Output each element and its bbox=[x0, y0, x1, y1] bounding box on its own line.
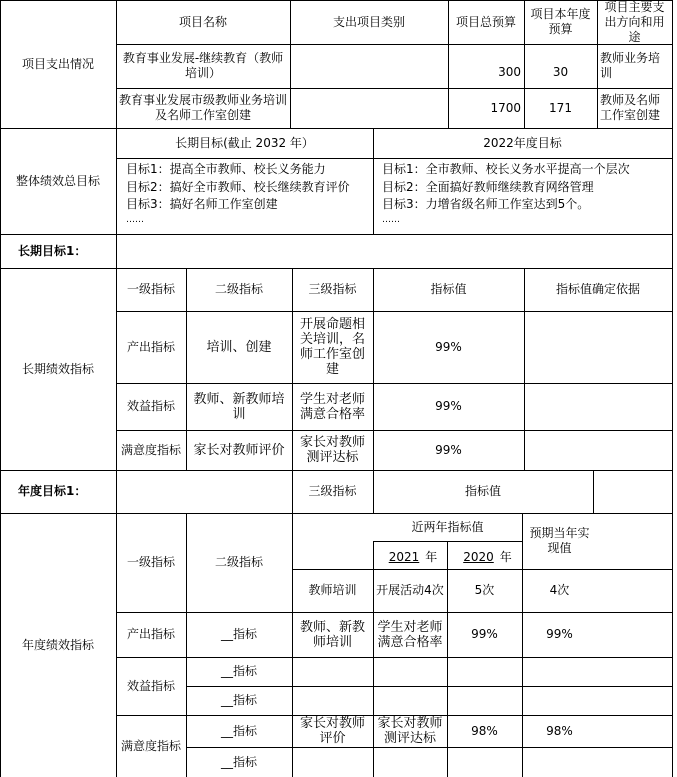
yr-benefit-lvl1: 效益指标 bbox=[126, 678, 175, 693]
year-2021-value: 2021 bbox=[388, 549, 420, 564]
yr-satisfaction-lvl3: 家长对教师评价 bbox=[299, 716, 365, 746]
lt-row-2-basis bbox=[524, 383, 672, 430]
yr-satisfaction-lvl1: 满意度指标 bbox=[120, 738, 181, 753]
lt-row-1-lvl3: 开展命题相关培训，名师工作室创建 bbox=[299, 317, 365, 377]
yr-training-lvl3: 教师培训 bbox=[308, 583, 357, 597]
long-term-goal-list bbox=[126, 161, 350, 226]
yr-header-lvl2: 二级指标 bbox=[214, 555, 263, 569]
lt-row-3-lvl1: 满意度指标 bbox=[120, 442, 181, 457]
yr-satisfaction-2020: 98% bbox=[471, 723, 498, 738]
yr-header-value: 指标值 bbox=[464, 484, 501, 498]
long-term-goal-header: 长期目标(截止 2032 年） bbox=[175, 135, 314, 150]
lt-header-lvl3: 三级指标 bbox=[308, 282, 357, 296]
yr-training-expected: 4次 bbox=[549, 583, 570, 597]
project-row-1-total: 300 bbox=[498, 64, 521, 79]
recent-two-years-header: 近两年指标值 bbox=[411, 519, 484, 534]
lt-row-3-lvl2: 家长对教师评价 bbox=[193, 442, 285, 458]
yr-benefit-lvl2-b: __指标 bbox=[220, 693, 257, 707]
annual-kpi-label: 年度绩效指标 bbox=[21, 637, 94, 652]
long-term-goal-more: …… bbox=[126, 214, 144, 225]
lt-header-value: 指标值 bbox=[430, 282, 467, 296]
lt-row-1-lvl1: 产出指标 bbox=[126, 339, 175, 354]
year-goal-3: 目标3：力增省级名师工作室达到5个。 bbox=[382, 197, 590, 211]
year-goal-1: 目标1：全市教师、校长义务水平提高一个层次 bbox=[382, 162, 630, 176]
lt-row-3-lvl3: 家长对教师测评达标 bbox=[299, 435, 365, 465]
project-row-2-year: 171 bbox=[549, 100, 572, 115]
project-expenditure-label: 项目支出情况 bbox=[21, 56, 94, 71]
year-goal-2: 目标2：全面搞好教师继续教育网络管理 bbox=[382, 179, 594, 194]
year-goal-more: …… bbox=[382, 214, 400, 225]
yr-benefit-lvl2-a: __指标 bbox=[220, 664, 257, 678]
lt-header-basis: 指标值确定依据 bbox=[555, 282, 640, 296]
lt-row-2-value: 99% bbox=[435, 399, 462, 413]
project-row-1-category bbox=[290, 44, 448, 88]
year-2020-header bbox=[447, 541, 522, 569]
long-term-goal-2: 目标2：搞好全市教师、校长继续教育评价 bbox=[126, 179, 350, 194]
year-2021-header bbox=[373, 541, 447, 569]
yr-header-lvl1: 一级指标 bbox=[126, 555, 175, 569]
header-expense-category: 支出项目类别 bbox=[332, 14, 405, 29]
lt-header-lvl2: 二级指标 bbox=[214, 282, 263, 296]
long-term-goal-1-label: 长期目标1： bbox=[18, 243, 87, 258]
project-row-2-category bbox=[290, 88, 448, 128]
yr-output-2020: 99% bbox=[471, 627, 498, 641]
yr-output-lvl3: 教师、新教师培训 bbox=[299, 619, 365, 650]
yr-training-2020: 5次 bbox=[474, 583, 495, 597]
year-goal-header: 2022年度目标 bbox=[483, 135, 562, 150]
year-2020-suffix: 年 bbox=[499, 549, 512, 564]
project-row-2-total: 1700 bbox=[490, 100, 521, 115]
lt-row-2-lvl3: 学生对老师满意合格率 bbox=[299, 391, 365, 422]
year-2021-suffix: 年 bbox=[425, 549, 438, 564]
yr-output-expected: 99% bbox=[546, 627, 573, 641]
lt-row-3-value: 99% bbox=[435, 442, 462, 457]
project-row-2-name: 教育事业发展市级教师业务培训及名师工作室创建 bbox=[118, 93, 287, 122]
yr-output-lvl1: 产出指标 bbox=[126, 627, 175, 641]
header-total-budget: 项目总预算 bbox=[455, 14, 516, 29]
year-goal-list bbox=[382, 161, 630, 226]
yr-satisfaction-lvl2-b: __指标 bbox=[220, 754, 257, 769]
expected-value-header: 预期当年实现值 bbox=[529, 526, 590, 555]
project-row-1-name: 教育事业发展-继续教育（教师培训） bbox=[122, 51, 284, 80]
year-2020-value: 2020 bbox=[463, 549, 494, 564]
yr-output-lvl2: __指标 bbox=[220, 627, 257, 641]
lt-row-2-lvl2: 教师、新教师培训 bbox=[193, 391, 285, 422]
project-row-1-year: 30 bbox=[552, 64, 569, 79]
yr-output-2021: 学生对老师满意合格率 bbox=[377, 619, 443, 650]
yr-satisfaction-2021: 家长对教师测评达标 bbox=[377, 716, 443, 746]
lt-row-2-lvl1: 效益指标 bbox=[126, 399, 175, 413]
project-row-2-purpose: 教师及名师工作室创建 bbox=[600, 93, 661, 122]
lt-row-1-value: 99% bbox=[435, 339, 462, 354]
yr-header-lvl3: 三级指标 bbox=[308, 484, 357, 498]
project-row-1-purpose: 教师业务培训 bbox=[600, 51, 661, 80]
year-goal-1-label: 年度目标1： bbox=[18, 484, 87, 498]
yr-satisfaction-expected: 98% bbox=[546, 723, 573, 738]
lt-row-1-lvl2: 培训、创建 bbox=[206, 339, 272, 355]
lt-row-3-basis bbox=[524, 430, 672, 470]
overall-goal-label: 整体绩效总目标 bbox=[15, 173, 100, 188]
long-term-goal-1: 目标1：提高全市教师、校长义务能力 bbox=[126, 162, 326, 176]
yr-training-2021: 开展活动4次 bbox=[376, 583, 444, 597]
yr-satisfaction-lvl2-a: __指标 bbox=[220, 723, 257, 738]
lt-row-1-basis bbox=[524, 311, 672, 383]
long-term-goal-3: 目标3：搞好名师工作室创建 bbox=[126, 197, 278, 211]
long-term-kpi-label: 长期绩效指标 bbox=[21, 361, 94, 376]
header-project-name: 项目名称 bbox=[178, 14, 227, 29]
header-purpose: 项目主要支出方向和用途 bbox=[604, 0, 665, 44]
header-year-budget: 项目本年度预算 bbox=[530, 7, 591, 36]
lt-header-lvl1: 一级指标 bbox=[126, 282, 175, 296]
